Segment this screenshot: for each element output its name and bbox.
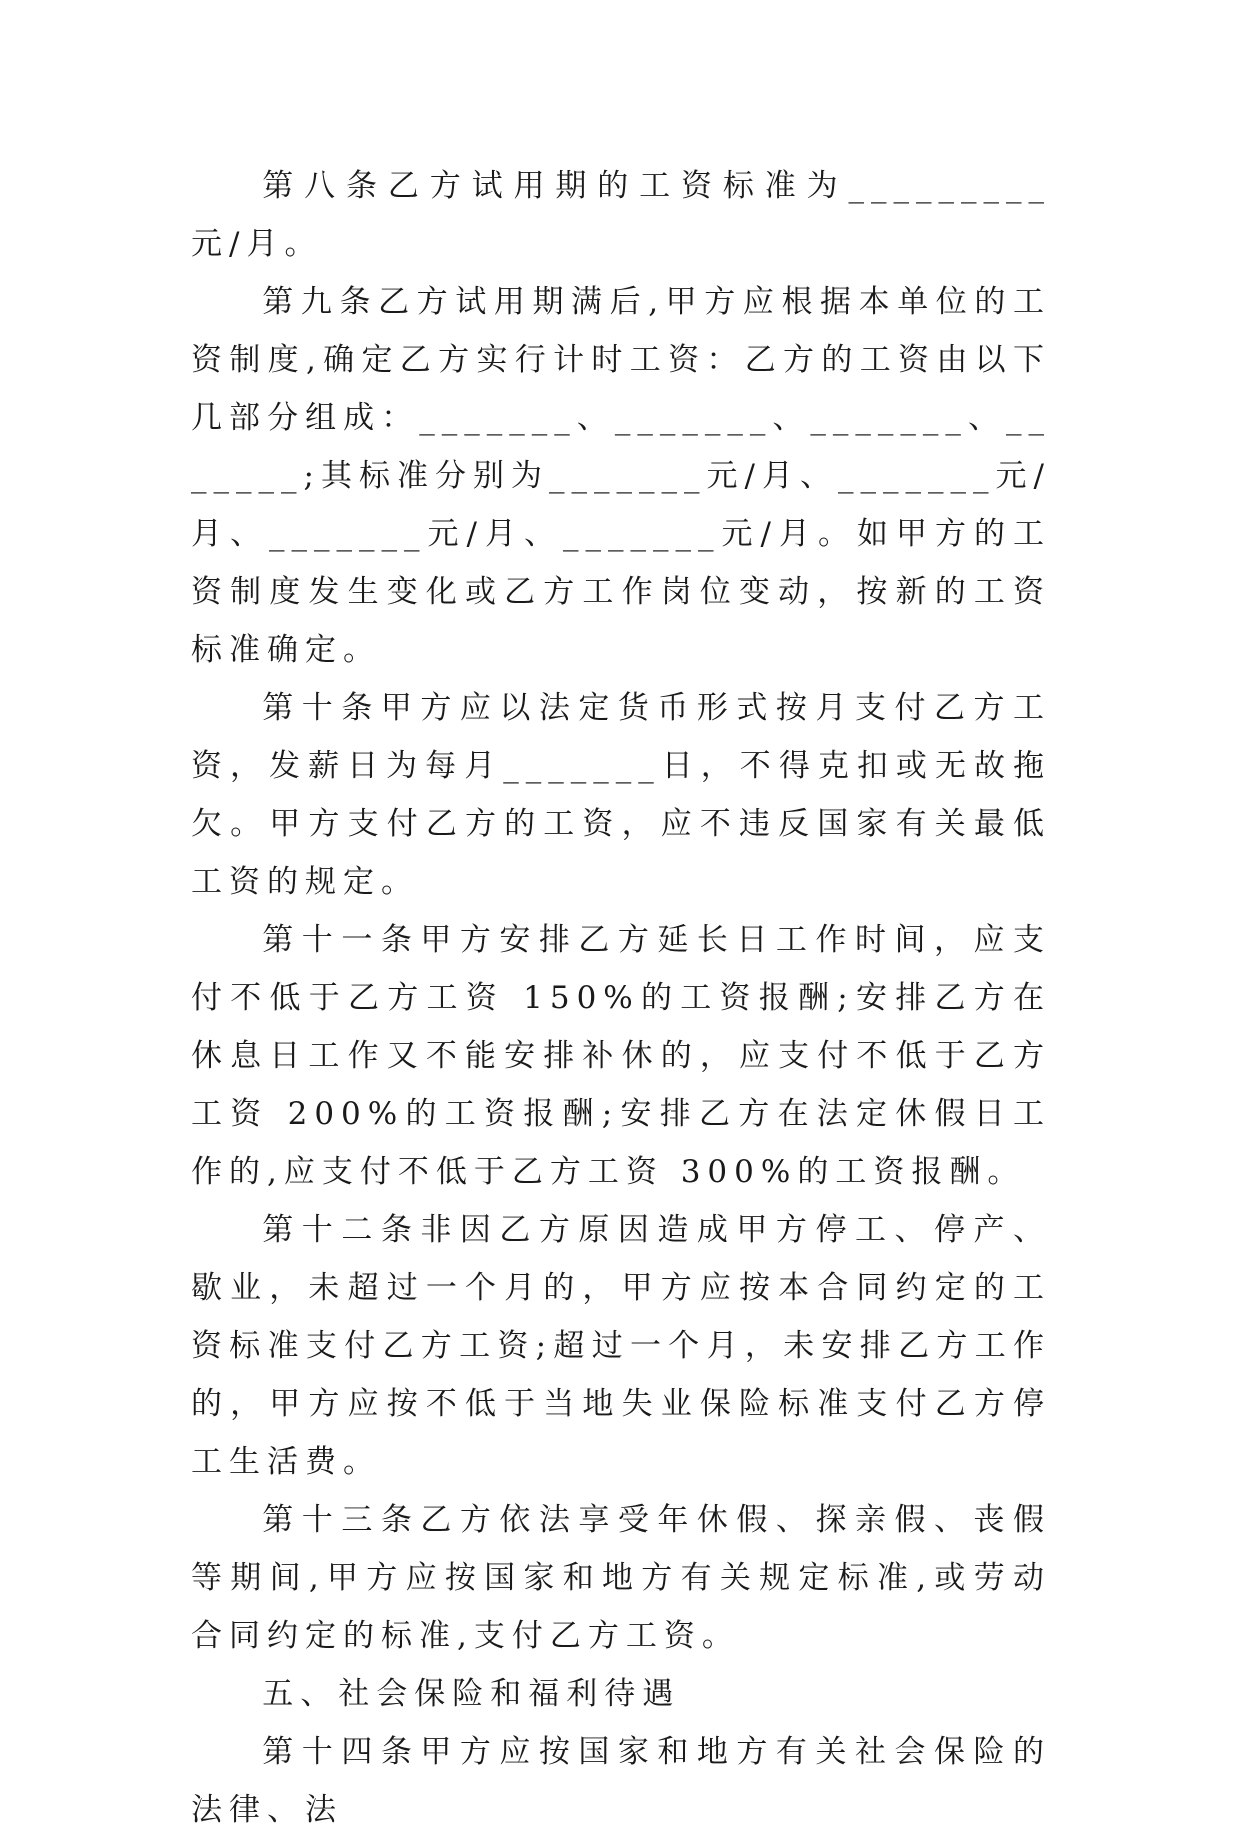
- article-13: 第十三条乙方依法享受年休假、探亲假、丧假等期间,甲方应按国家和地方有关规定标准,或劳动合同约定的标准,支付乙方工资。: [191, 1502, 1051, 1654]
- article-14: 第十四条甲方应按国家和地方有关社会保险的法律、法: [191, 1734, 1051, 1828]
- article-8: 第八条乙方试用期的工资标准为_________元/月。: [191, 168, 1051, 262]
- article-11: 第十一条甲方安排乙方延长日工作时间，应支付不低于乙方工资 150%的工资报酬;安排乙方在休息日工作又不能安排补休的，应支付不低于乙方工资 200%的工资报酬;安排乙方在法定休假日工作的,应支付不低于乙方工资 300%的工资报酬。: [191, 922, 1051, 1190]
- document-body: [191, 157, 1051, 1839]
- article-12: 第十二条非因乙方原因造成甲方停工、停产、歇业，未超过一个月的，甲方应按本合同约定的工资标准支付乙方工资;超过一个月，未安排乙方工作的，甲方应按不低于当地失业保险标准支付乙方停工生活费。: [191, 1212, 1051, 1480]
- section-heading: 五、社会保险和福利待遇: [262, 1676, 681, 1712]
- article-10: 第十条甲方应以法定货币形式按月支付乙方工资，发薪日为每月_______日，不得克扣或无故拖欠。甲方支付乙方的工资，应不违反国家有关最低工资的规定。: [191, 690, 1051, 900]
- article-9: 第九条乙方试用期满后,甲方应根据本单位的工资制度,确定乙方实行计时工资：乙方的工资由以下几部分组成：_______、_______、_______、_______;其标准分别为_______元/月、_______元/月、_______元/月、_______元/月。如甲方的工资制度发生变化或乙方工作岗位变动，按新的工资标准确定。: [191, 284, 1051, 668]
